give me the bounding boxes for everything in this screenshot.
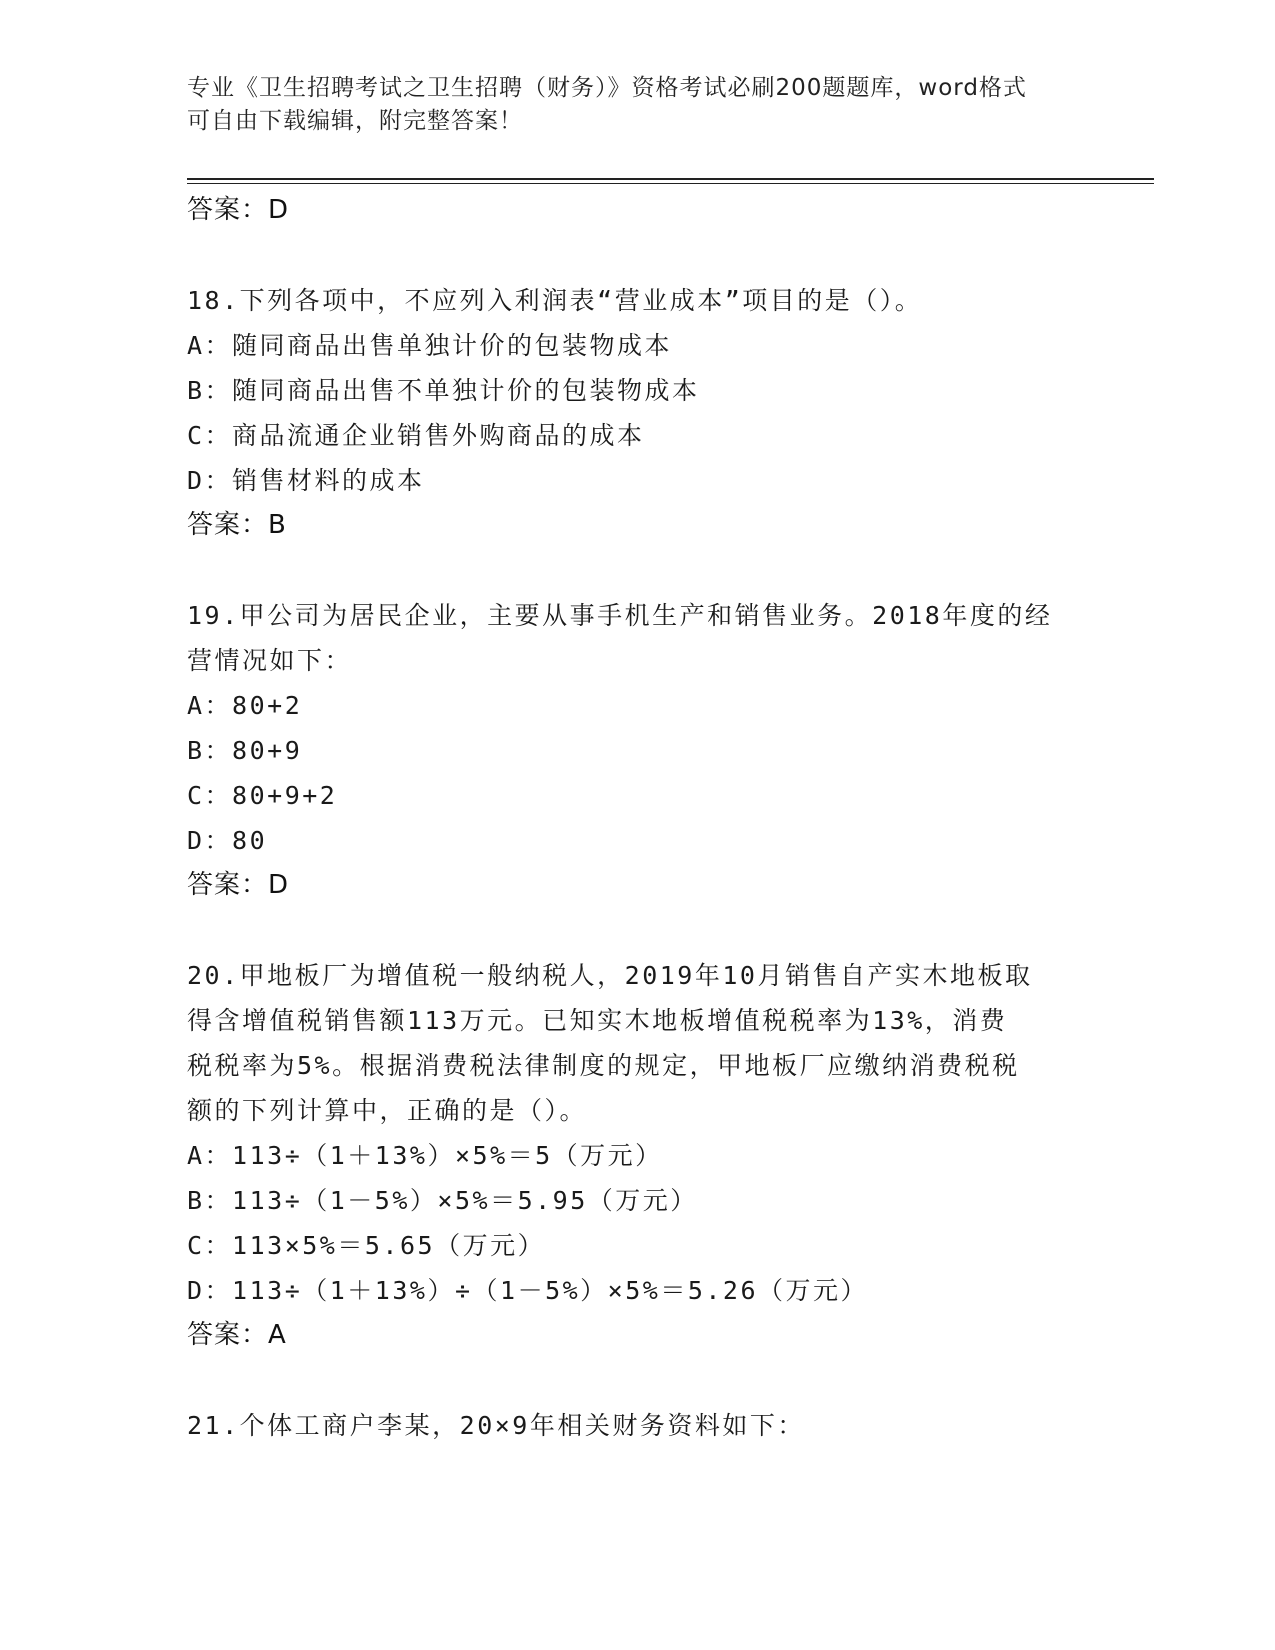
header-divider-thick <box>187 178 1154 180</box>
question-text: 税税率为5%。根据消费税法律制度的规定，甲地板厂应缴纳消费税税 <box>187 1051 1020 1080</box>
spacer <box>187 548 1087 593</box>
option-d: D：113÷（1＋13%）÷（1－5%）×5%＝5.26（万元） <box>187 1276 869 1305</box>
spacer <box>187 908 1087 953</box>
answer-line: 答案：D <box>187 870 290 900</box>
document-header <box>187 72 1067 138</box>
question-text: 19.甲公司为居民企业，主要从事手机生产和销售业务。2018年度的经 <box>187 601 1053 630</box>
header-line-2: 可自由下载编辑，附完整答案！ <box>187 108 523 134</box>
question-text: 20.甲地板厂为增值税一般纳税人，2019年10月销售自产实木地板取 <box>187 961 1033 990</box>
answer-line: 答案：A <box>187 1320 287 1350</box>
question-text: 21.个体工商户李某，20×9年相关财务资料如下： <box>187 1411 805 1440</box>
answer-line: 答案：D <box>187 195 290 225</box>
question-text: 营情况如下： <box>187 646 353 675</box>
option-b: B：113÷（1－5%）×5%＝5.95（万元） <box>187 1186 698 1215</box>
question-list <box>187 188 1087 1448</box>
question-text: 18.下列各项中，不应列入利润表“营业成本”项目的是（）。 <box>187 286 923 315</box>
question-text: 额的下列计算中，正确的是（）。 <box>187 1096 588 1125</box>
header-line-1: 专业《卫生招聘考试之卫生招聘（财务）》资格考试必刷200题题库，word格式 <box>187 75 1027 101</box>
option-d: D：80 <box>187 826 268 855</box>
option-c: C：113×5%＝5.65（万元） <box>187 1231 546 1260</box>
spacer <box>187 1358 1087 1403</box>
header-divider-thin <box>187 183 1154 184</box>
answer-line: 答案：B <box>187 510 287 540</box>
question-block-19 <box>187 593 1087 908</box>
option-a: A：随同商品出售单独计价的包装物成本 <box>187 331 673 360</box>
option-c: C：80+9+2 <box>187 781 338 810</box>
spacer <box>187 233 1087 278</box>
question-block-21 <box>187 1403 1087 1448</box>
option-d: D：销售材料的成本 <box>187 466 425 495</box>
option-b: B：80+9 <box>187 736 303 765</box>
question-text: 得含增值税销售额113万元。已知实木地板增值税税率为13%，消费 <box>187 1006 1008 1035</box>
option-a: A：80+2 <box>187 691 303 720</box>
question-block-18 <box>187 278 1087 548</box>
question-block-20 <box>187 953 1087 1358</box>
option-c: C：商品流通企业销售外购商品的成本 <box>187 421 645 450</box>
option-b: B：随同商品出售不单独计价的包装物成本 <box>187 376 700 405</box>
option-a: A：113÷（1＋13%）×5%＝5（万元） <box>187 1141 663 1170</box>
